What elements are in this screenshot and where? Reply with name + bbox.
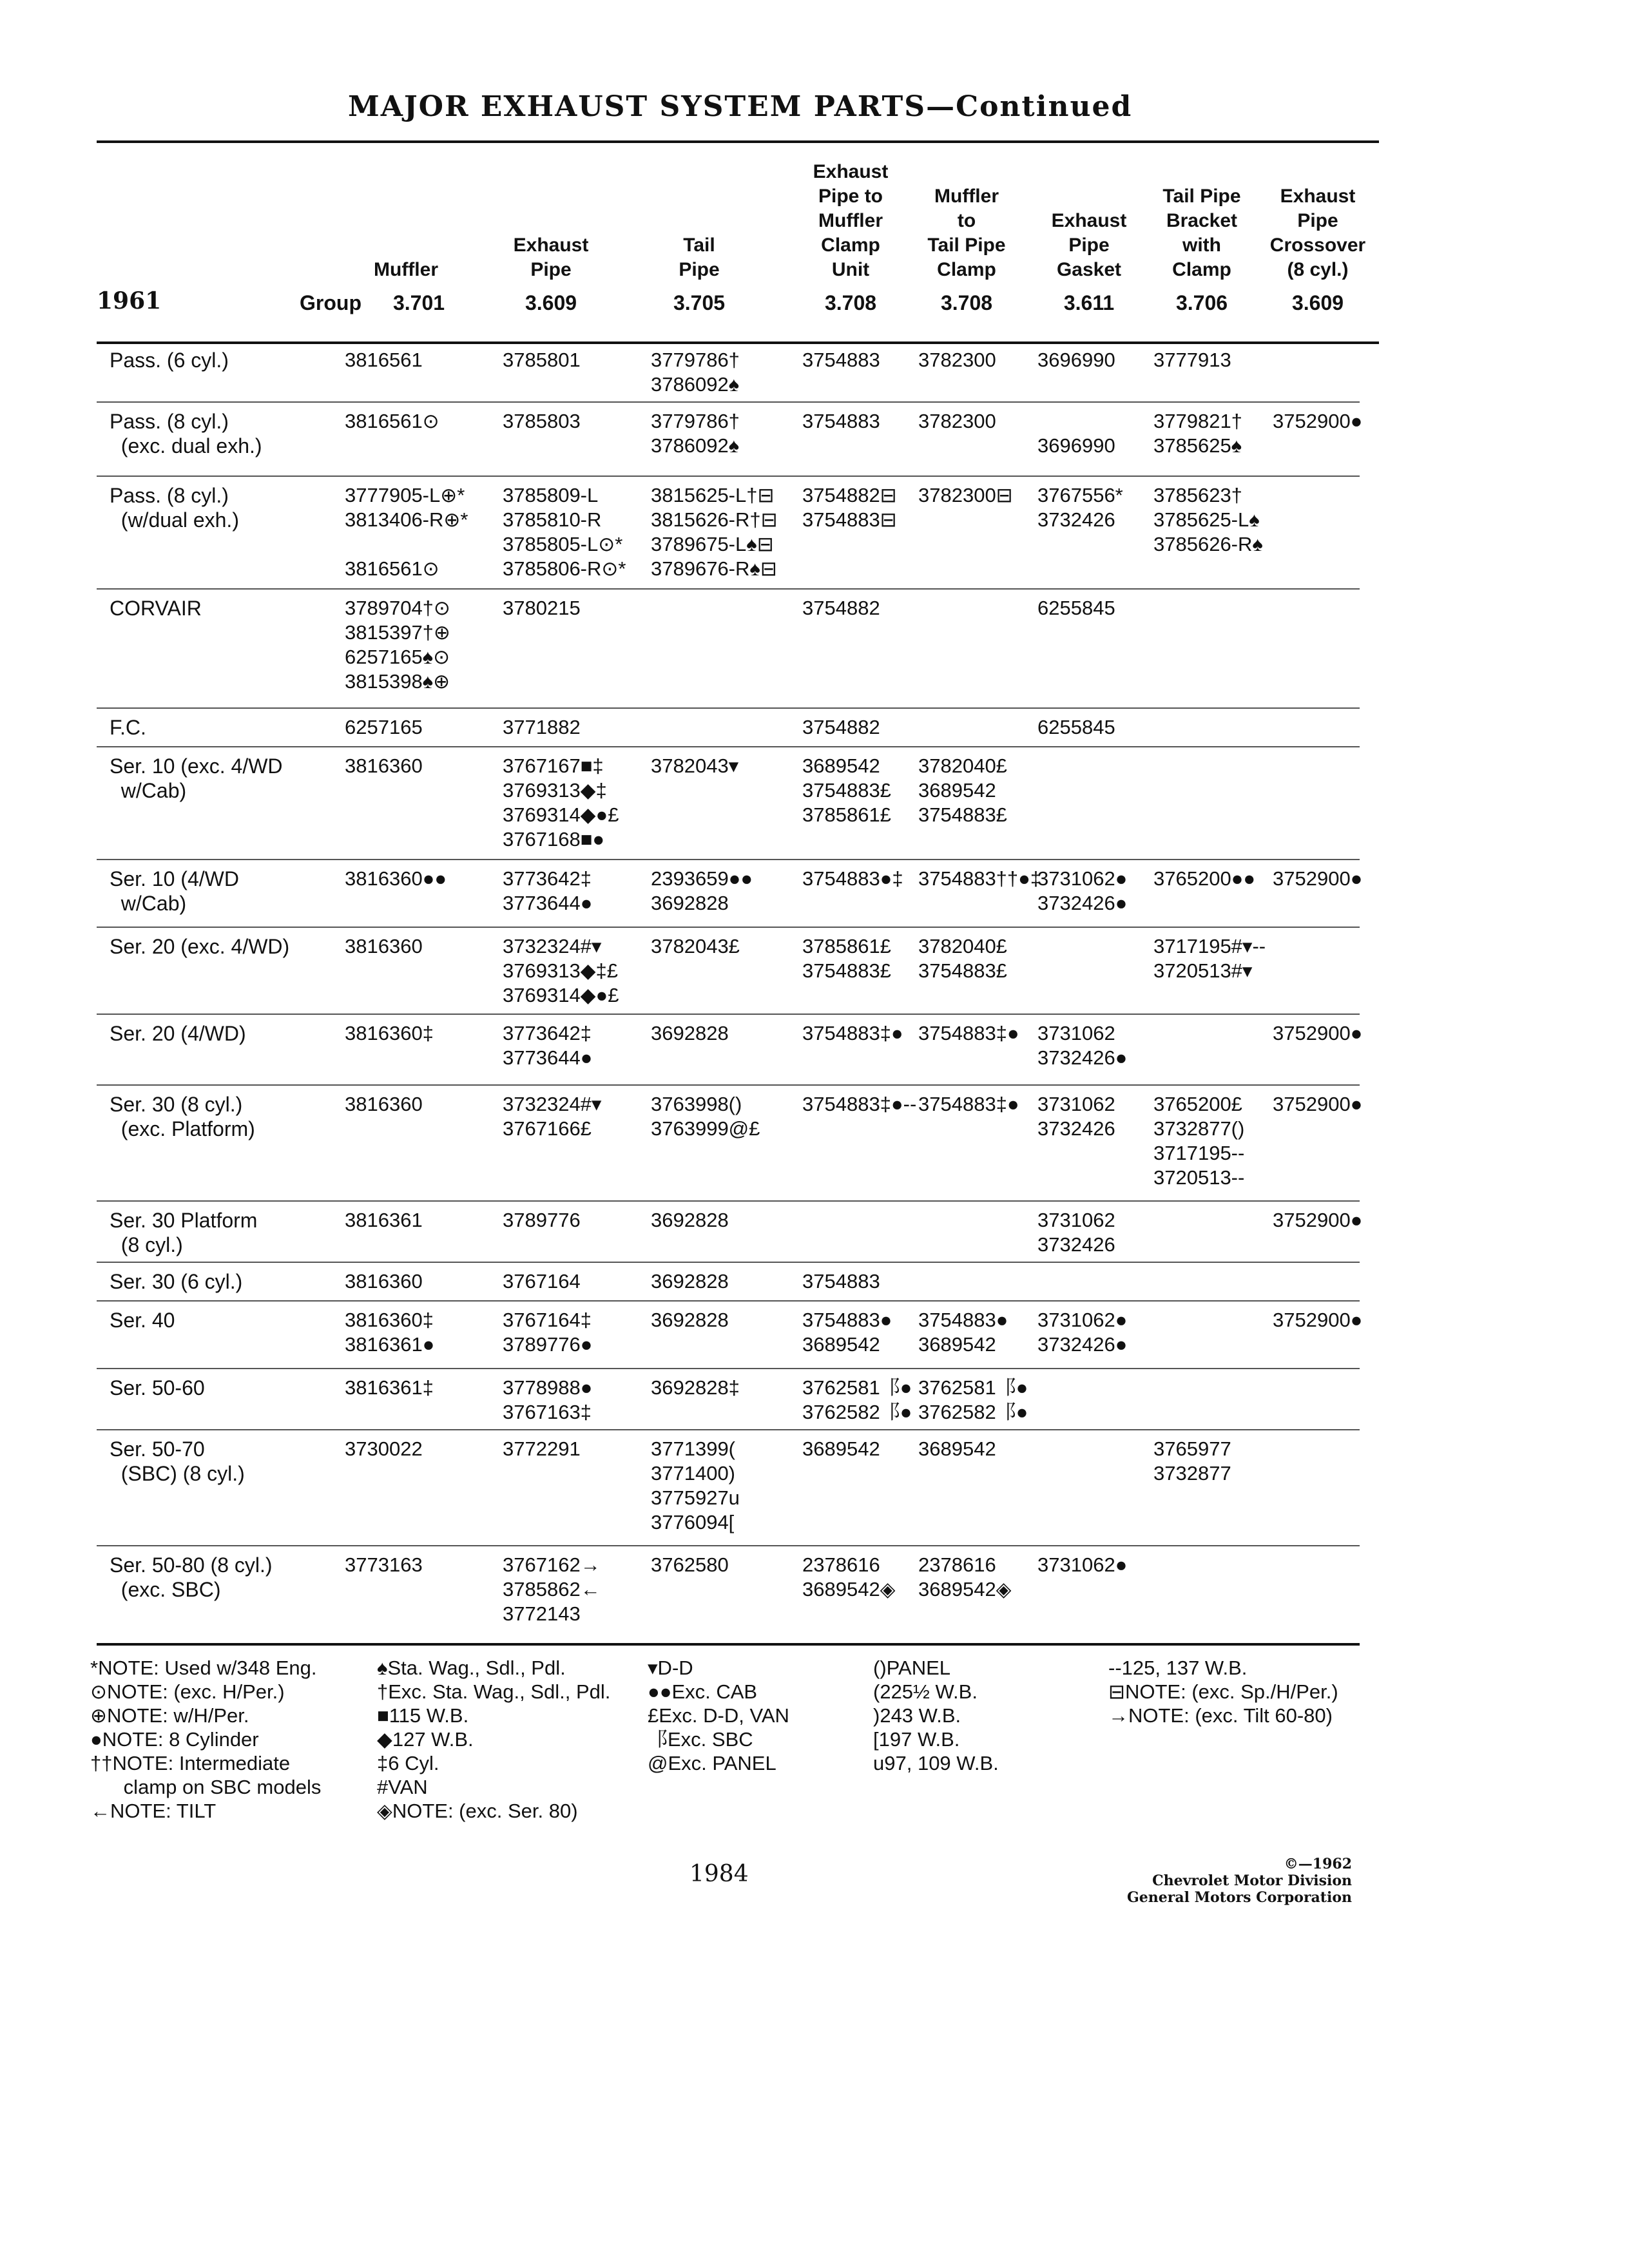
- footnote-column: ▾D-D ●●Exc. CAB £Exc. D-D, VAN ⻏Exc. SBC @Exc. PANEL: [648, 1657, 789, 1774]
- row-divider: [97, 1014, 1360, 1015]
- part-number-cell: 6255845: [1037, 716, 1115, 738]
- part-number-cell: 3762581⻏● 3762582⻏●: [918, 1376, 1028, 1423]
- part-number-cell: 3731062 3732426: [1037, 1093, 1115, 1140]
- part-number-cell: 3779821† 3785625♠: [1153, 410, 1242, 457]
- footnote-column: ()PANEL (225½ W.B. )243 W.B. [197 W.B. u97, 109 W.B.: [873, 1657, 999, 1774]
- part-number-cell: 3692828: [651, 1022, 729, 1044]
- part-number-cell: 3731062 3732426: [1037, 1209, 1115, 1256]
- part-number-cell: 3689542: [802, 1437, 880, 1460]
- row-divider: [97, 707, 1360, 709]
- part-number-cell: 3779786† 3786092♠: [651, 410, 740, 457]
- part-number-cell: 3731062●: [1037, 1553, 1128, 1576]
- part-number-cell: 3717195#▾-- 3720513#▾: [1153, 935, 1266, 982]
- model-label: Ser. 20 (exc. 4/WD): [110, 935, 290, 958]
- group-number: 3.609: [525, 291, 577, 314]
- part-number-cell: 3765200£ 3732877() 3717195-- 3720513--: [1153, 1093, 1245, 1189]
- part-number-cell: 3777905-L⊕* 3813406-R⊕* 3816561⊙: [345, 484, 468, 580]
- model-label: Pass. (6 cyl.): [110, 349, 229, 372]
- part-number-cell: 3752900●: [1273, 1022, 1363, 1044]
- page-number: 1984: [689, 1861, 749, 1887]
- model-label: Ser. 10 (4/WD w/Cab): [110, 867, 239, 915]
- model-label: Ser. 20 (4/WD): [110, 1022, 246, 1045]
- footnote-column: --125, 137 W.B. ⊟NOTE: (exc. Sp./H/Per.) →NOTE: (exc. Tilt 60-80): [1108, 1657, 1338, 1727]
- part-number-cell: 3816360: [345, 1270, 423, 1293]
- part-number-cell: 3785623† 3785625-L♠ 3785626-R♠: [1153, 484, 1263, 555]
- column-header: Exhaust Pipe: [513, 235, 589, 280]
- part-number-cell: 3762580: [651, 1553, 729, 1576]
- part-number-cell: 3773163: [345, 1553, 423, 1576]
- part-number-cell: 3754883: [802, 410, 880, 432]
- part-number-cell: 3815625-L†⊟ 3815626-R†⊟ 3789675-L♠⊟ 3789676-R♠⊟: [651, 484, 778, 580]
- part-number-cell: 3754883● 3689542: [802, 1309, 892, 1356]
- group-label: Group: [300, 291, 361, 314]
- part-number-cell: 3754882: [802, 597, 880, 619]
- part-number-cell: 2378616 3689542◈: [802, 1553, 896, 1600]
- year-label: 1961: [97, 287, 162, 314]
- part-number-cell: 3731062● 3732426●: [1037, 1309, 1128, 1356]
- part-number-cell: 3771882: [503, 716, 581, 738]
- part-number-cell: 3754883●‡: [802, 867, 903, 890]
- model-label: Pass. (8 cyl.) (w/dual exh.): [110, 484, 239, 532]
- part-number-cell: 3782300⊟: [918, 484, 1013, 506]
- part-number-cell: 3754883: [802, 349, 880, 371]
- part-number-cell: 3754882: [802, 716, 880, 738]
- part-number-cell: 3816360●●: [345, 867, 447, 890]
- part-number-cell: 2378616 3689542◈: [918, 1553, 1012, 1600]
- part-number-cell: 3816360: [345, 935, 423, 957]
- part-number-cell: 3782040£ 3754883£: [918, 935, 1007, 982]
- part-number-cell: 3816360‡ 3816361●: [345, 1309, 435, 1356]
- part-number-cell: 3762581⻏● 3762582⻏●: [802, 1376, 912, 1423]
- part-number-cell: 3816360: [345, 754, 423, 777]
- copyright-notice: ©—1962 Chevrolet Motor Division General Motors Corporation: [1126, 1856, 1352, 1906]
- part-number-cell: 3754883‡●--: [802, 1093, 917, 1115]
- part-number-cell: 3785801: [503, 349, 581, 371]
- model-label: Ser. 40: [110, 1309, 175, 1332]
- group-number: 3.708: [824, 291, 877, 314]
- part-number-cell: 3785861£ 3754883£: [802, 935, 891, 982]
- row-divider: [97, 859, 1360, 860]
- group-number: 3.705: [673, 291, 726, 314]
- group-number: 3.611: [1063, 291, 1115, 314]
- footnote-column: *NOTE: Used w/348 Eng. ⊙NOTE: (exc. H/Per.) ⊕NOTE: w/H/Per. ●NOTE: 8 Cylinder ††NOTE: Intermediate clamp on SBC models ←NOTE: TILT: [90, 1657, 322, 1822]
- part-number-cell: 3765200●●: [1153, 867, 1256, 890]
- group-number: 3.706: [1175, 291, 1228, 314]
- part-number-cell: 3752900●: [1273, 1209, 1363, 1231]
- part-number-cell: 3752900●: [1273, 1093, 1363, 1115]
- part-number-cell: 3732324#▾ 3767166£: [503, 1093, 602, 1140]
- part-number-cell: 3782040£ 3689542 3754883£: [918, 754, 1007, 826]
- bottom-rule: [97, 1643, 1360, 1646]
- page-title: MAJOR EXHAUST SYSTEM PARTS—Continued: [348, 90, 1133, 123]
- part-number-cell: 3785803: [503, 410, 581, 432]
- part-number-cell: 3754883: [802, 1270, 880, 1293]
- column-header: Exhaust Pipe to Muffler Clamp Unit: [813, 161, 889, 280]
- part-number-cell: 3754883‡●: [918, 1093, 1019, 1115]
- part-number-cell: 3692828: [651, 1209, 729, 1231]
- model-label: Ser. 10 (exc. 4/WD w/Cab): [110, 754, 283, 802]
- model-label: Ser. 30 Platform (8 cyl.): [110, 1209, 258, 1256]
- part-number-cell: 3692828: [651, 1309, 729, 1331]
- part-number-cell: 3782300: [918, 349, 996, 371]
- part-number-cell: 3731062● 3732426●: [1037, 867, 1128, 914]
- part-number-cell: 3816361: [345, 1209, 423, 1231]
- part-number-cell: 3773642‡ 3773644●: [503, 1022, 593, 1069]
- part-number-cell: 3767556* 3732426: [1037, 484, 1123, 531]
- part-number-cell: 3754882⊟ 3754883⊟: [802, 484, 897, 531]
- part-number-cell: 3816360: [345, 1093, 423, 1115]
- part-number-cell: 3789776: [503, 1209, 581, 1231]
- column-header: Muffler: [374, 259, 438, 280]
- part-number-cell: 3782300: [918, 410, 996, 432]
- part-number-cell: 3782043£: [651, 935, 740, 957]
- row-divider: [97, 476, 1360, 477]
- part-number-cell: 3767164: [503, 1270, 581, 1293]
- part-number-cell: 6255845: [1037, 597, 1115, 619]
- row-divider: [97, 1300, 1360, 1302]
- part-number-cell: 3752900●: [1273, 410, 1363, 432]
- part-number-cell: 3816360‡: [345, 1022, 434, 1044]
- part-number-cell: 3780215: [503, 597, 581, 619]
- part-number-cell: 3816361‡: [345, 1376, 434, 1399]
- header-rule: [97, 341, 1379, 344]
- column-header: Exhaust Pipe Gasket: [1051, 210, 1127, 280]
- model-label: Pass. (8 cyl.) (exc. dual exh.): [110, 410, 262, 457]
- part-number-cell: 3767167■‡ 3769313◆‡ 3769314◆●£ 3767168■●: [503, 754, 619, 850]
- part-number-cell: 3785809-L 3785810-R 3785805-L⊙* 3785806-R⊙*: [503, 484, 626, 580]
- part-number-cell: 3763998() 3763999@£: [651, 1093, 760, 1140]
- model-label: Ser. 50-70 (SBC) (8 cyl.): [110, 1437, 245, 1485]
- row-divider: [97, 1262, 1360, 1263]
- top-rule: [97, 140, 1379, 143]
- group-number: 3.701: [392, 291, 445, 314]
- row-divider: [97, 1429, 1360, 1430]
- column-header: Muffler to Tail Pipe Clamp: [927, 186, 1006, 280]
- row-divider: [97, 1200, 1360, 1202]
- part-number-cell: 3689542: [918, 1437, 996, 1460]
- part-number-cell: 3773642‡ 3773644●: [503, 867, 593, 914]
- part-number-cell: 3779786† 3786092♠: [651, 349, 740, 396]
- row-divider: [97, 1545, 1360, 1546]
- part-number-cell: 3777913: [1153, 349, 1231, 371]
- part-number-cell: 3754883‡●: [918, 1022, 1019, 1044]
- part-number-cell: 3730022: [345, 1437, 423, 1460]
- part-number-cell: 3765977 3732877: [1153, 1437, 1231, 1485]
- group-number: 3.708: [940, 291, 993, 314]
- model-label: F.C.: [110, 716, 146, 739]
- part-number-cell: 3696990: [1037, 349, 1115, 371]
- column-header: Tail Pipe Bracket with Clamp: [1162, 186, 1241, 280]
- part-number-cell: 3754883††●‡: [918, 867, 1042, 890]
- part-number-cell: 3754883‡●: [802, 1022, 903, 1044]
- part-number-cell: 3778988● 3767163‡: [503, 1376, 593, 1423]
- column-header: Tail Pipe: [679, 235, 720, 280]
- part-number-cell: 3789704†⊙ 3815397†⊕ 6257165♠⊙ 3815398♠⊕: [345, 597, 450, 693]
- row-divider: [97, 1084, 1360, 1086]
- part-number-cell: 2393659●● 3692828: [651, 867, 753, 914]
- part-number-cell: 3752900●: [1273, 867, 1363, 890]
- model-label: Ser. 50-60: [110, 1376, 205, 1399]
- row-divider: [97, 401, 1360, 403]
- part-number-cell: 3732324#▾ 3769313◆‡£ 3769314◆●£: [503, 935, 619, 1006]
- model-label: CORVAIR: [110, 597, 202, 620]
- model-label: Ser. 50-80 (8 cyl.) (exc. SBC): [110, 1553, 273, 1601]
- footnote-column: ♠Sta. Wag., Sdl., Pdl. †Exc. Sta. Wag., Sdl., Pdl. ■115 W.B. ◆127 W.B. ‡6 Cyl. #VAN ◈NOTE: (exc. Ser. 80): [377, 1657, 611, 1822]
- part-number-cell: 3767162→ 3785862← 3772143: [503, 1553, 601, 1625]
- part-number-cell: 3782043▾: [651, 754, 739, 777]
- group-number: 3.609: [1291, 291, 1344, 314]
- part-number-cell: 3692828: [651, 1270, 729, 1293]
- column-header: Exhaust Pipe Crossover (8 cyl.): [1269, 186, 1366, 280]
- model-label: Ser. 30 (8 cyl.) (exc. Platform): [110, 1093, 255, 1140]
- part-number-cell: 3771399( 3771400) 3775927u 3776094[: [651, 1437, 740, 1533]
- part-number-cell: 3816561⊙: [345, 410, 439, 432]
- part-number-cell: 3692828‡: [651, 1376, 740, 1399]
- part-number-cell: 3767164‡ 3789776●: [503, 1309, 593, 1356]
- part-number-cell: 3772291: [503, 1437, 581, 1460]
- model-label: Ser. 30 (6 cyl.): [110, 1270, 243, 1293]
- row-divider: [97, 927, 1360, 928]
- part-number-cell: 6257165: [345, 716, 423, 738]
- part-number-cell: 3696990: [1037, 434, 1115, 457]
- row-divider: [97, 588, 1360, 590]
- row-divider: [97, 1368, 1360, 1369]
- part-number-cell: 3689542 3754883£ 3785861£: [802, 754, 891, 826]
- part-number-cell: 3816561: [345, 349, 423, 371]
- part-number-cell: 3752900●: [1273, 1309, 1363, 1331]
- part-number-cell: 3731062 3732426●: [1037, 1022, 1128, 1069]
- part-number-cell: 3754883● 3689542: [918, 1309, 1008, 1356]
- row-divider: [97, 746, 1360, 747]
